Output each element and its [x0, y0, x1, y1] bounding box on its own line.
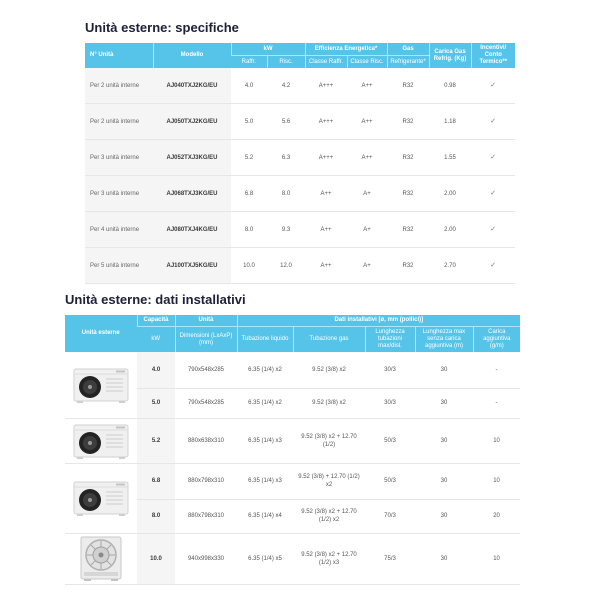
lunghezza-max-cell: 75/3	[365, 533, 415, 584]
tubazione-liquido-cell: 6.35 (1/4) x3	[237, 418, 293, 463]
n-unita-cell: Per 5 unità interne	[85, 248, 153, 284]
model-cell: AJ040TXJ2KG/EU	[153, 68, 231, 104]
col-capacita-group: Capacità	[137, 315, 175, 327]
incentivo-check-cell: ✓	[471, 68, 515, 104]
incentivo-check-cell: ✓	[471, 212, 515, 248]
section-dati-installativi	[65, 292, 520, 585]
n-unita-cell: Per 2 unità interne	[85, 104, 153, 140]
col-kw-group: kW	[231, 43, 305, 56]
col-incentivi: Incentivi/ Conto Termico**	[471, 43, 515, 68]
carica-aggiuntiva-cell: 10	[473, 533, 520, 584]
dimensioni-cell: 790x548x285	[175, 388, 237, 418]
lunghezza-max-cell: 50/3	[365, 463, 415, 499]
classe-risc-cell: A+	[347, 212, 387, 248]
outdoor-unit-photo	[65, 418, 137, 463]
dimensioni-cell: 940x998x330	[175, 533, 237, 584]
tubazione-liquido-cell: 6.35 (1/4) x2	[237, 388, 293, 418]
capacita-cell: 4.0	[137, 352, 175, 388]
tubazione-liquido-cell: 6.35 (1/4) x3	[237, 463, 293, 499]
gas-cell: R32	[387, 176, 429, 212]
col-classe-risc: Classe Risc.	[347, 56, 387, 69]
carica-cell: 2.00	[429, 176, 471, 212]
carica-aggiuntiva-cell: 10	[473, 463, 520, 499]
outdoor-unit-photo	[65, 463, 137, 533]
capacita-cell: 6.8	[137, 463, 175, 499]
classe-risc-cell: A+	[347, 248, 387, 284]
n-unita-cell: Per 4 unità interne	[85, 212, 153, 248]
spec-table-header	[85, 43, 515, 68]
spec-header-group-row	[85, 43, 515, 56]
spec-table-row	[85, 176, 515, 212]
classe-risc-cell: A++	[347, 140, 387, 176]
lunghezza-max-cell: 30/3	[365, 352, 415, 388]
col-carica-aggiuntiva: Carica aggiuntiva (g/m)	[473, 327, 520, 353]
col-dati-installativi-group: Dati installativi [ø, mm (pollici)]	[237, 315, 520, 327]
lunghezza-senza-carica-cell: 30	[415, 388, 473, 418]
kw-raffr-cell: 4.0	[231, 68, 267, 104]
install-table-row	[65, 463, 520, 499]
lunghezza-senza-carica-cell: 30	[415, 418, 473, 463]
tubazione-gas-cell: 9.52 (3/8) x2	[293, 352, 365, 388]
gas-cell: R32	[387, 104, 429, 140]
capacita-cell: 5.0	[137, 388, 175, 418]
lunghezza-senza-carica-cell: 30	[415, 533, 473, 584]
classe-risc-cell: A++	[347, 104, 387, 140]
lunghezza-senza-carica-cell: 30	[415, 463, 473, 499]
install-header-group-row	[65, 315, 520, 327]
incentivo-check-cell: ✓	[471, 176, 515, 212]
classe-raffr-cell: A++	[305, 176, 347, 212]
classe-raffr-cell: A+++	[305, 104, 347, 140]
carica-cell: 1.55	[429, 140, 471, 176]
col-lunghezza-max: Lunghezza tubazioni max/disl.	[365, 327, 415, 353]
model-cell: AJ068TXJ3KG/EU	[153, 176, 231, 212]
col-modello: Modello	[153, 43, 231, 68]
col-carica-gas: Carica Gas Refrig. (Kg)	[429, 43, 471, 68]
kw-raffr-cell: 6.8	[231, 176, 267, 212]
kw-raffr-cell: 8.0	[231, 212, 267, 248]
install-table-header	[65, 315, 520, 352]
kw-risc-cell: 9.3	[267, 212, 305, 248]
col-n-unita: N° Unità	[85, 43, 153, 68]
dimensioni-cell: 790x548x285	[175, 352, 237, 388]
n-unita-cell: Per 2 unità interne	[85, 68, 153, 104]
col-efficienza-group: Efficienza Energetica*	[305, 43, 387, 56]
col-unita-esterne: Unità esterne	[65, 315, 137, 352]
classe-risc-cell: A+	[347, 176, 387, 212]
spec-table-row	[85, 212, 515, 248]
kw-raffr-cell: 5.2	[231, 140, 267, 176]
lunghezza-senza-carica-cell: 30	[415, 352, 473, 388]
dimensioni-cell: 880x638x310	[175, 418, 237, 463]
tubazione-gas-cell: 9.52 (3/8) x2 + 12.70 (1/2) x3	[293, 533, 365, 584]
incentivo-check-cell: ✓	[471, 104, 515, 140]
kw-risc-cell: 5.6	[267, 104, 305, 140]
col-tubazione-gas: Tubazione gas	[293, 327, 365, 353]
kw-risc-cell: 12.0	[267, 248, 305, 284]
tubazione-gas-cell: 9.52 (3/8) + 12.70 (1/2) x2	[293, 463, 365, 499]
tubazione-liquido-cell: 6.35 (1/4) x4	[237, 499, 293, 533]
incentivo-check-cell: ✓	[471, 140, 515, 176]
section-specifiche	[85, 20, 515, 284]
lunghezza-max-cell: 50/3	[365, 418, 415, 463]
tubazione-liquido-cell: 6.35 (1/4) x5	[237, 533, 293, 584]
lunghezza-senza-carica-cell: 30	[415, 499, 473, 533]
outdoor-unit-photo	[65, 352, 137, 418]
carica-cell: 0.98	[429, 68, 471, 104]
model-cell: AJ100TXJ5KG/EU	[153, 248, 231, 284]
col-tubazione-liquido: Tubazione liquido	[237, 327, 293, 353]
capacita-cell: 8.0	[137, 499, 175, 533]
incentivo-check-cell: ✓	[471, 248, 515, 284]
classe-risc-cell: A++	[347, 68, 387, 104]
col-unita-group: Unità	[175, 315, 237, 327]
kw-raffr-cell: 5.0	[231, 104, 267, 140]
capacita-cell: 10.0	[137, 533, 175, 584]
section2-title: Unità esterne: dati installativi	[65, 292, 246, 307]
carica-cell: 1.18	[429, 104, 471, 140]
gas-cell: R32	[387, 68, 429, 104]
col-gas-group: Gas	[387, 43, 429, 56]
carica-aggiuntiva-cell: -	[473, 352, 520, 388]
spec-table-body	[85, 68, 515, 284]
carica-cell: 2.00	[429, 212, 471, 248]
col-kw-raffr: Raffr.	[231, 56, 267, 69]
spec-table-row	[85, 248, 515, 284]
gas-cell: R32	[387, 248, 429, 284]
col-lunghezza-senza-carica: Lunghezza max senza carica aggiuntiva (m)	[415, 327, 473, 353]
dimensioni-cell: 880x798x310	[175, 499, 237, 533]
col-classe-raffr: Classe Raffr.	[305, 56, 347, 69]
kw-risc-cell: 6.3	[267, 140, 305, 176]
classe-raffr-cell: A+++	[305, 68, 347, 104]
carica-aggiuntiva-cell: -	[473, 388, 520, 418]
spec-table-row	[85, 140, 515, 176]
n-unita-cell: Per 3 unità interne	[85, 140, 153, 176]
outdoor-unit-big-photo	[65, 533, 137, 584]
tubazione-gas-cell: 9.52 (3/8) x2	[293, 388, 365, 418]
col-capacita-kw: kW	[137, 327, 175, 353]
carica-cell: 2.70	[429, 248, 471, 284]
model-cell: AJ052TXJ3KG/EU	[153, 140, 231, 176]
spec-table-row	[85, 68, 515, 104]
col-dimensioni: Dimensioni (LxAxP) (mm)	[175, 327, 237, 353]
col-kw-risc: Risc.	[267, 56, 305, 69]
classe-raffr-cell: A++	[305, 248, 347, 284]
spec-table	[85, 43, 515, 284]
lunghezza-max-cell: 70/3	[365, 499, 415, 533]
kw-risc-cell: 8.0	[267, 176, 305, 212]
classe-raffr-cell: A++	[305, 212, 347, 248]
gas-cell: R32	[387, 140, 429, 176]
gas-cell: R32	[387, 212, 429, 248]
tubazione-gas-cell: 9.52 (3/8) x2 + 12.70 (1/2) x2	[293, 499, 365, 533]
kw-risc-cell: 4.2	[267, 68, 305, 104]
lunghezza-max-cell: 30/3	[365, 388, 415, 418]
tubazione-gas-cell: 9.52 (3/8) x2 + 12.70 (1/2)	[293, 418, 365, 463]
section1-title: Unità esterne: specifiche	[85, 20, 239, 35]
carica-aggiuntiva-cell: 20	[473, 499, 520, 533]
col-refrigerante: Refrigerante*	[387, 56, 429, 69]
install-table-row	[65, 533, 520, 584]
model-cell: AJ080TXJ4KG/EU	[153, 212, 231, 248]
install-table-row	[65, 418, 520, 463]
capacita-cell: 5.2	[137, 418, 175, 463]
tubazione-liquido-cell: 6.35 (1/4) x2	[237, 352, 293, 388]
dimensioni-cell: 880x798x310	[175, 463, 237, 499]
install-table-row	[65, 352, 520, 388]
model-cell: AJ050TXJ2KG/EU	[153, 104, 231, 140]
carica-aggiuntiva-cell: 10	[473, 418, 520, 463]
kw-raffr-cell: 10.0	[231, 248, 267, 284]
n-unita-cell: Per 3 unità interne	[85, 176, 153, 212]
install-table	[65, 315, 520, 585]
spec-table-row	[85, 104, 515, 140]
classe-raffr-cell: A+++	[305, 140, 347, 176]
install-table-body	[65, 352, 520, 584]
